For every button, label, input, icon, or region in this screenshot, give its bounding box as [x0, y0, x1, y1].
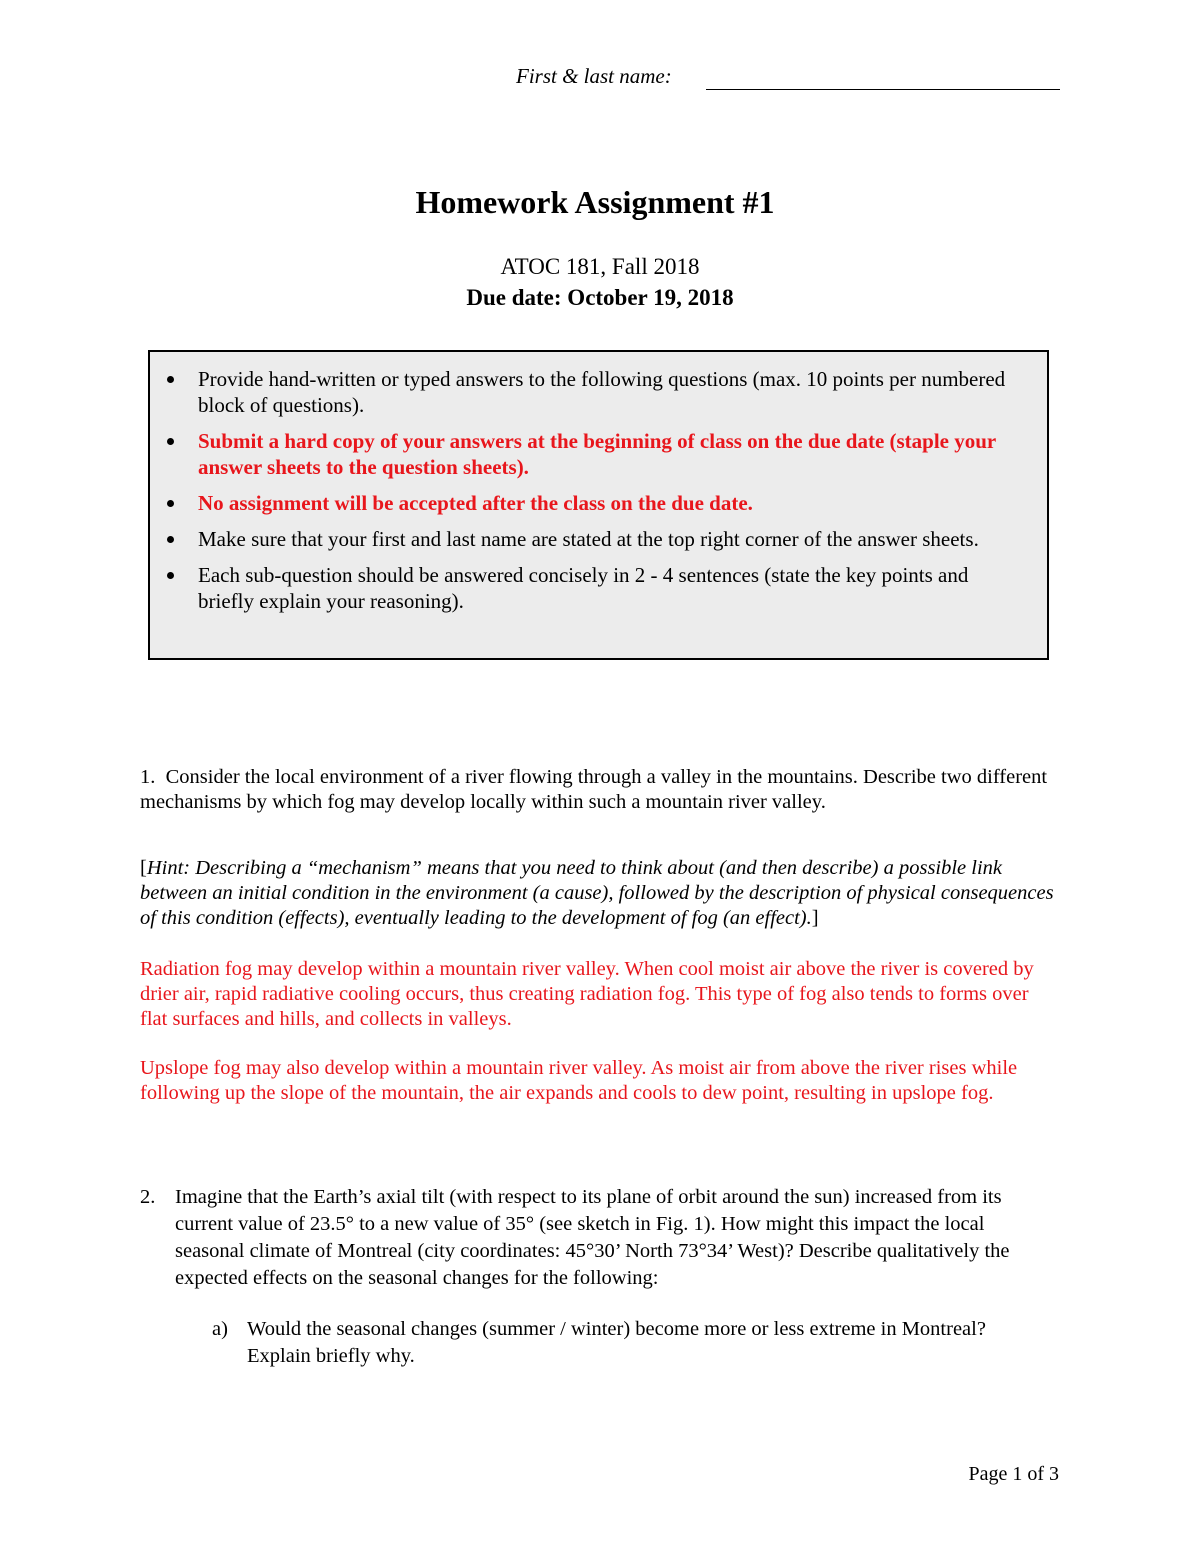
- instructions-box: [148, 350, 1049, 660]
- hint-close-bracket: ]: [811, 907, 819, 929]
- bullet-icon: [167, 438, 174, 445]
- page-title: Homework Assignment #1: [415, 184, 775, 220]
- question-1-text: Consider the local environment of a river flowing through a valley in the mountains. Describe two different mechanisms by which fog may develop locally within such a mountain river valley.: [140, 766, 1048, 813]
- instruction-item: [150, 490, 1047, 516]
- instruction-item: [150, 526, 1047, 552]
- instruction-item: [150, 428, 1047, 480]
- bullet-icon: [167, 376, 174, 383]
- hint-open-bracket: [: [140, 857, 147, 879]
- instruction-item: [150, 366, 1047, 418]
- bullet-icon: [167, 572, 174, 579]
- instruction-text: No assignment will be accepted after the class on the due date.: [198, 491, 753, 515]
- question-1-answer-1: Radiation fog may develop within a mountain river valley. When cool moist air above the river is covered by drier air, rapid radiative cooling occurs, thus creating radiation fog. This type of fog also tends to forms over flat surfaces and hills, and collects in valleys.: [140, 958, 1034, 1030]
- question-1-hint: [140, 856, 1060, 931]
- question-1-answer-2: Upslope fog may also develop within a mountain river valley. As moist air from above the river rises while following up the slope of the mountain, the air expands and cools to dew point, resulting in upslope fog.: [140, 1057, 1018, 1104]
- instruction-item: [150, 562, 1047, 614]
- question-2-text: Imagine that the Earth’s axial tilt (with respect to its plane of orbit around the sun) increased from its current value of 23.5° to a new value of 35° (see sketch in Fig. 1). How might this impact the local seasonal climate of Montreal (city coordinates: 45°30’ North 73°34’ West)? Describe qualitatively the expected effects on the seasonal changes for the following:: [175, 1186, 1010, 1289]
- instruction-text: Provide hand-written or typed answers to the following questions (max. 10 points per numbered block of questions).: [198, 367, 1006, 417]
- instruction-text: Submit a hard copy of your answers at the beginning of class on the due date (staple your answer sheets to the question sheets).: [198, 429, 996, 479]
- hint-label: Hint:: [146, 857, 191, 879]
- instruction-text: Each sub-question should be answered concisely in 2 - 4 sentences (state the key points and briefly explain your reasoning).: [198, 563, 969, 613]
- hint-text: Describing a “mechanism” means that you need to think about (and then describe) a possible link between an initial condition in the environment (a cause), followed by the description of physical consequences of this condition (effects), eventually leading to the development of fog (an effect).: [140, 857, 1054, 929]
- bullet-icon: [167, 536, 174, 543]
- course-label: ATOC 181, Fall 2018: [500, 254, 700, 279]
- due-date: Due date: October 19, 2018: [466, 285, 734, 310]
- question-2a-text: Would the seasonal changes (summer / winter) become more or less extreme in Montreal? Explain briefly why.: [247, 1318, 986, 1367]
- question-2-number: 2.: [140, 1186, 156, 1208]
- bullet-icon: [167, 500, 174, 507]
- name-label: First & last name:: [516, 64, 672, 88]
- instructions-list: [150, 366, 1047, 624]
- question-2a-label: a): [212, 1318, 228, 1340]
- name-blank-line[interactable]: [706, 89, 1060, 90]
- instruction-text: Make sure that your first and last name are stated at the top right corner of the answer sheets.: [198, 527, 979, 551]
- question-1: [140, 765, 1060, 815]
- question-1-number: 1.: [140, 766, 156, 788]
- page-number: Page 1 of 3: [968, 1463, 1059, 1485]
